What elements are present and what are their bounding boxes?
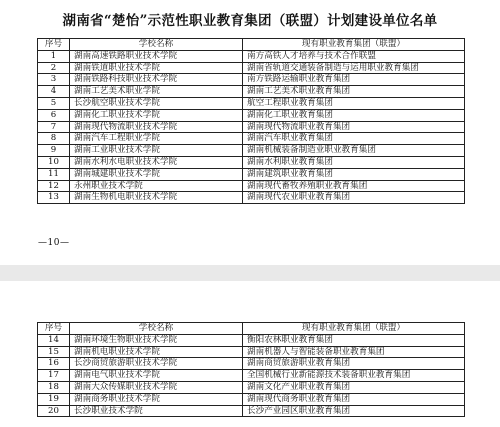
cell-school: 湖南城建职业技术学院: [70, 168, 243, 180]
cell-school: 湖南工业职业技术学院: [70, 145, 243, 157]
cell-group: 湖南现代畜牧养殖职业教育集团: [243, 180, 465, 192]
cell-group: 湖南水利职业教育集团: [243, 156, 465, 168]
cell-index: 17: [38, 370, 70, 382]
cell-index: 4: [38, 86, 70, 98]
cell-index: 13: [38, 192, 70, 204]
cell-index: 10: [38, 156, 70, 168]
cell-school: 湖南环境生物职业技术学院: [70, 334, 243, 346]
table-row: [38, 109, 465, 121]
table-row: [38, 74, 465, 86]
cell-school: 湖南高速铁路职业技术学院: [70, 50, 243, 62]
cell-index: 16: [38, 358, 70, 370]
cell-index: 3: [38, 74, 70, 86]
header-school: 学校名称: [70, 39, 243, 51]
table-row: [38, 97, 465, 109]
table-row: [38, 133, 465, 145]
cell-index: 6: [38, 109, 70, 121]
cell-index: 11: [38, 168, 70, 180]
cell-group: 全国机械行业新能源技术装备职业教育集团: [243, 370, 465, 382]
table-row: [38, 168, 465, 180]
cell-school: 湖南大众传媒职业技术学院: [70, 381, 243, 393]
cell-index: 1: [38, 50, 70, 62]
header-group: 现有职业教育集团（联盟）: [243, 39, 465, 51]
cell-school: 湖南生物机电职业技术学院: [70, 192, 243, 204]
table-row: [38, 393, 465, 405]
table-row: [38, 156, 465, 168]
cell-school: 长沙职业技术学院: [70, 405, 243, 417]
cell-group: 湖南现代物流职业教育集团: [243, 121, 465, 133]
cell-school: 湖南铁道职业技术学院: [70, 62, 243, 74]
cell-index: 2: [38, 62, 70, 74]
cell-index: 7: [38, 121, 70, 133]
cell-group: 湖南机械装备制造业职业教育集团: [243, 145, 465, 157]
cell-group: 湖南现代农业职业教育集团: [243, 192, 465, 204]
table-header-row: [38, 323, 465, 335]
document-title: 湖南省“楚怡”示范性职业教育集团（联盟）计划建设单位名单: [62, 13, 438, 29]
cell-group: 南方铁路运输职业教育集团: [243, 74, 465, 86]
cell-group: 湖南化工职业教育集团: [243, 109, 465, 121]
header-group: 现有职业教育集团（联盟）: [243, 323, 465, 335]
cell-index: 9: [38, 145, 70, 157]
cell-group: 湖南省轨道交通装备制造与运用职业教育集团: [243, 62, 465, 74]
table-row: [38, 50, 465, 62]
cell-group: 航空工程职业教育集团: [243, 97, 465, 109]
table-row: [38, 180, 465, 192]
schools-table-page-1: [37, 38, 465, 204]
cell-group: 湖南现代商务职业教育集团: [243, 393, 465, 405]
table-row: [38, 405, 465, 417]
cell-school: 长沙商贸旅游职业技术学院: [70, 358, 243, 370]
table-row: [38, 62, 465, 74]
cell-index: 14: [38, 334, 70, 346]
cell-group: 衡阳农林职业教育集团: [243, 334, 465, 346]
table-row: [38, 346, 465, 358]
header-school: 学校名称: [70, 323, 243, 335]
cell-school: 永州职业技术学院: [70, 180, 243, 192]
cell-school: 湖南汽车工程职业学院: [70, 133, 243, 145]
cell-index: 5: [38, 97, 70, 109]
cell-school: 湖南电气职业技术学院: [70, 370, 243, 382]
cell-group: 湖南文化产业职业教育集团: [243, 381, 465, 393]
cell-school: 湖南现代物流职业技术学院: [70, 121, 243, 133]
cell-index: 15: [38, 346, 70, 358]
cell-index: 18: [38, 381, 70, 393]
cell-school: 湖南水利水电职业技术学院: [70, 156, 243, 168]
cell-index: 12: [38, 180, 70, 192]
cell-school: 湖南铁路科技职业技术学院: [70, 74, 243, 86]
page-number: —10—: [38, 238, 70, 248]
cell-school: 湖南商务职业技术学院: [70, 393, 243, 405]
cell-group: 长沙产业园区职业教育集团: [243, 405, 465, 417]
cell-school: 湖南工艺美术职业学院: [70, 86, 243, 98]
table-row: [38, 381, 465, 393]
cell-group: 湖南建筑职业教育集团: [243, 168, 465, 180]
table-row: [38, 145, 465, 157]
cell-school: 长沙航空职业技术学院: [70, 97, 243, 109]
header-index: 序号: [38, 323, 70, 335]
cell-index: 8: [38, 133, 70, 145]
table-row: [38, 86, 465, 98]
table-row: [38, 370, 465, 382]
cell-group: 湖南机器人与智能装备职业教育集团: [243, 346, 465, 358]
cell-school: 湖南机电职业技术学院: [70, 346, 243, 358]
table-row: [38, 192, 465, 204]
cell-group: 湖南汽车职业教育集团: [243, 133, 465, 145]
cell-group: 南方高铁人才培养与技术合作联盟: [243, 50, 465, 62]
header-index: 序号: [38, 39, 70, 51]
table-row: [38, 358, 465, 370]
table-header-row: [38, 39, 465, 51]
cell-index: 20: [38, 405, 70, 417]
cell-group: 湖南商贸旅游职业教育集团: [243, 358, 465, 370]
cell-group: 湖南工艺美术职业教育集团: [243, 86, 465, 98]
schools-table-page-2: [37, 322, 465, 417]
cell-index: 19: [38, 393, 70, 405]
table-row: [38, 121, 465, 133]
cell-school: 湖南化工职业技术学院: [70, 109, 243, 121]
table-row: [38, 334, 465, 346]
